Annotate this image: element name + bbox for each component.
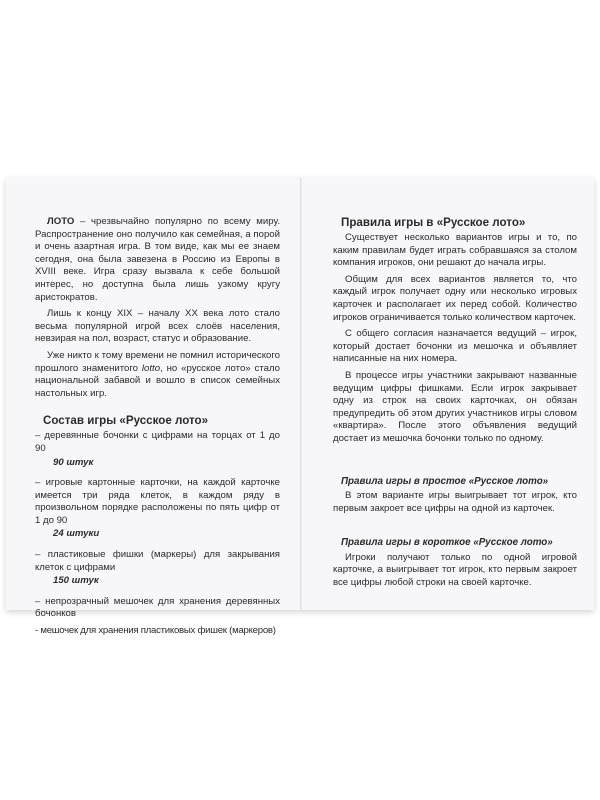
national-text-b: , но «русское лото» стало национальной забавой и вошло в список семейных настольных игр.	[35, 362, 280, 399]
simple-rules-title: Правила игры в простое «Русское лото»	[341, 475, 549, 487]
rules-paragraph-1: Существует несколько вариантов игры и то, по каким правилам будет играть собравшаяся за столом компания игроков, они решают до начала игры.	[333, 232, 577, 269]
left-page	[35, 216, 280, 638]
item-chips: – пластиковые фишки (маркеры) для закрывания клеток с цифрами	[35, 549, 280, 573]
short-rules-title: Правила игры в короткое «Русское лото»	[341, 537, 553, 549]
simple-rules-paragraph: В этом варианте игры выигрывает тот игрок, кто первым закроет все цифры на одной из карточек.	[333, 490, 577, 514]
booklet-spread	[6, 178, 594, 637]
item-bag-chips: - мешочек для хранения пластиковых фишек (маркеров)	[35, 625, 276, 637]
page-fold	[300, 178, 302, 610]
item-cards: – игровые картонные карточки, на каждой карточке имеется три ряда клеток, в каждом ряду в произвольном порядке расположены по пять цифр от 1 до 90	[35, 477, 280, 526]
history-paragraph: Лишь к концу XIX – началу XX века лото стало весьма популярной игрой всех слоёв населения, невзирая на пол, возраст, статус и образование.	[35, 308, 280, 345]
rules-paragraph-4: В процессе игры участники закрывают названные ведущим цифры фишками. Если игрок закрывает одну из строк на своих карточках, он обязан предупредить об этом других участников игры словом «квартира». После этого объявления ведущий достает из мешочка бочонки только по одному.	[333, 369, 577, 444]
right-page	[333, 216, 577, 594]
national-text-a: Уже никто к тому времени не помнил исторического прошлого знаменитого	[35, 349, 280, 374]
item-barrels: – деревянные бочонки с цифрами на торцах от 1 до 90	[35, 430, 280, 454]
rules-paragraph-2: Общим для всех вариантов является то, что каждый игрок получает одну или несколько игровых карточек и располагает их перед собой. Количество игроков ограничивается только количеством карточек.	[333, 273, 577, 323]
intro-lead: ЛОТО	[47, 216, 75, 227]
rules-title: Правила игры в «Русское лото»	[341, 216, 526, 229]
national-game-paragraph	[35, 350, 280, 400]
item-bag-barrels: – непрозрачный мешочек для хранения деревянных бочонков	[35, 595, 280, 620]
item-cards-qty: 24 штуки	[53, 528, 100, 540]
intro-text: – чрезвычайно популярно по всему миру. Распространение оно получило как семейная, а порой и очень азартная игра. В том виде, как мы ее знаем сегодня, она была завезена в Россию из Европы в XVIII веке. Игра сразу вызвала к себе большой интерес, но доступна была лишь узкому кругу аристократов.	[35, 216, 280, 303]
lotto-word: lotto	[141, 362, 161, 374]
short-rules-paragraph: Игроки получают только по одной игровой карточке, а выигрывает тот игрок, кто первым закроет все цифры любой строки на своей карточке.	[333, 551, 577, 589]
intro-paragraph	[35, 216, 280, 304]
item-chips-qty: 150 штук	[53, 575, 99, 587]
item-barrels-qty: 90 штук	[53, 456, 94, 468]
rules-paragraph-3: С общего согласия назначается ведущий – игрок, который достает бочонки из мешочка и объявляет написанные на них номера.	[333, 328, 577, 365]
composition-title: Состав игры «Русское лото»	[43, 414, 209, 428]
